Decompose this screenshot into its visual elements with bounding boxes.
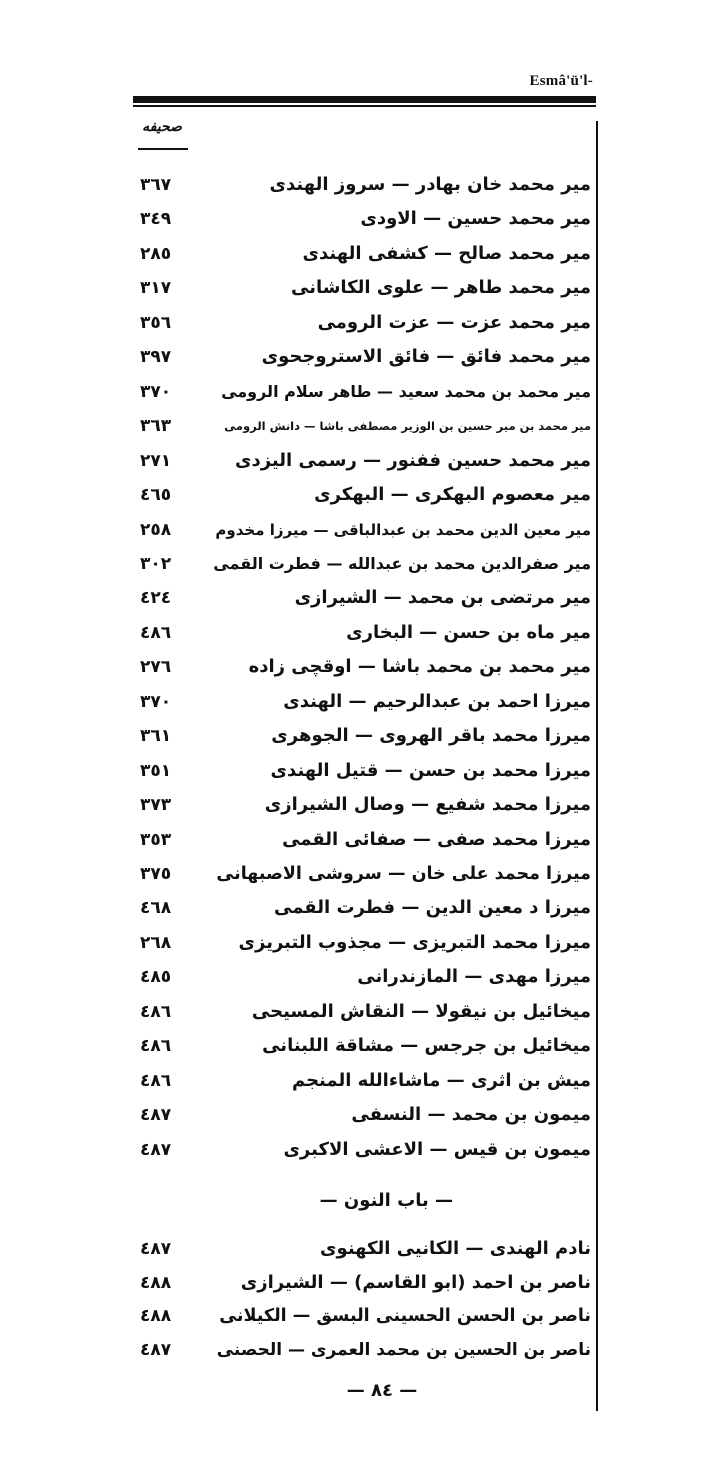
column-header-underline [138,148,188,150]
index-entry [0,650,703,684]
index-entry [0,1133,703,1167]
entry-name: مير محمد بن محمد سعيد — طاهر سلام الرومى [221,381,591,401]
entry-page-number: ٣٥٣ [140,829,172,850]
entry-page-number: ٤٦٥ [140,485,172,506]
index-entry [0,237,703,271]
section-heading [0,1184,703,1218]
entry-name: ميخائيل بن نيقولا — النقاش المسيحى [251,1000,591,1022]
entry-page-number: ٢٧٦ [140,657,172,678]
header-rule-thick [133,96,596,103]
index-entry [0,1299,703,1333]
entry-name: مير صفرالدين محمد بن عبدالله — فطرت القمى [213,553,591,573]
index-entry [0,478,703,512]
entry-name: ميرزا محمد شفيع — وصال الشيرازى [264,794,591,816]
entry-name: مير محمد صالح — كشفى الهندى [302,242,591,264]
entry-page-number: ٤٦٨ [140,898,172,919]
entry-page-number: ٤٨٦ [140,622,172,643]
entry-page-number: ٣١٧ [140,278,172,299]
page-number: — ٨٤ — [346,1380,418,1401]
index-entry [0,616,703,650]
entry-name: مير مرتضى بن محمد — الشيرازى [294,587,591,609]
entry-page-number: ٣٤٩ [140,209,172,230]
index-entry [0,581,703,615]
entry-page-number: ٣٧٣ [140,795,172,816]
entry-page-number: ٤٨٦ [140,1070,172,1091]
entry-page-number: ٣٦١ [140,726,172,747]
running-head: Esmâ'ü'l- [529,73,593,89]
entry-name: ميرزا احمد بن عبدالرحيم — الهندى [283,690,591,712]
entry-page-number: ٣٦٣ [140,416,172,437]
index-entry [0,340,703,374]
index-entry [0,1098,703,1132]
entry-page-number: ٣٥٦ [140,312,172,333]
entry-page-number: ٤٨٦ [140,1036,172,1057]
entry-page-number: ٤٨٦ [140,1001,172,1022]
entry-page-number: ٤٨٧ [140,1105,172,1126]
index-entry [0,444,703,478]
entry-name: ميرزا محمد التبريزى — مجذوب التبريزى [238,931,591,953]
entry-name: مير محمد حسين ففنور — رسمى اليزدى [235,449,591,471]
entry-name: ميرزا محمد على خان — سروشى الاصبهانى [216,864,591,884]
entry-name: مير محمد بن مير حسين بن الوزير مصطفى باشا — دانش الرومى [224,419,591,434]
entry-page-number: ٢٥٨ [140,519,172,540]
index-entry [0,995,703,1029]
header-rule-thin [133,105,596,107]
entry-name: ناصر بن الحسن الحسينى البسق — الكيلانى [219,1306,591,1326]
entry-page-number: ٢٦٨ [140,932,172,953]
page-column-header: صحيفه [142,119,182,135]
index-entry [0,788,703,822]
entry-page-number: ٤٨٨ [140,1272,172,1293]
entry-name: ناصر بن الحسين بن محمد العمرى — الحصنى [216,1339,591,1360]
entry-name: ميمون بن محمد — النسفى [351,1104,591,1126]
index-entry [0,306,703,340]
entry-name: مير محمد حسين — الاودى [360,208,591,230]
entry-page-number: ٣٩٧ [140,347,172,368]
entry-page-number: ٤٨٧ [140,1339,172,1360]
entry-page-number: ٣٧٥ [140,864,172,884]
entry-page-number: ٤٨٥ [140,967,172,988]
index-entry [0,168,703,202]
entry-page-number: ٤٨٧ [140,1239,172,1259]
entry-page-number: ٣٧٠ [140,381,172,402]
index-entry [0,271,703,305]
entry-page-number: ٢٨٥ [140,243,172,264]
index-entry [0,823,703,857]
index-entry [0,1029,703,1063]
index-entry [0,1266,703,1300]
entry-page-number: ٤٨٧ [140,1139,172,1160]
entry-name: مير محمد فائق — فائق الاستروجحوى [261,346,591,368]
entry-page-number: ٣٥١ [140,760,172,781]
index-entry [0,891,703,925]
entry-page-number: ٤٢٤ [140,588,172,609]
entry-name: مير محمد خان بهادر — سروز الهندى [269,174,591,195]
entry-name: ميرزا محمد بن حسن — قتيل الهندى [270,759,591,781]
entry-name: مير معين الدين محمد بن عبدالباقى — ميرزا مخدوم [215,520,591,539]
entry-name: ميرزا محمد باقر الهروى — الجوهرى [271,725,591,747]
entry-name: ميش بن اثرى — ماشاءالله المنجم [291,1069,591,1091]
entry-name: نادم الهندى — الكانيى الكهنوى [320,1238,591,1259]
index-entry [0,547,703,581]
entry-name: ميرزا د معين الدين — فطرت القمى [274,897,591,919]
index-entry [0,1232,703,1266]
index-entry [0,926,703,960]
entry-page-number: ٢٧١ [140,450,172,471]
entry-page-number: ٣٠٢ [140,553,172,574]
entry-page-number: ٣٧٠ [140,691,172,712]
index-entry [0,202,703,236]
section-heading-text: — باب النون — [319,1190,453,1211]
entry-name: مير محمد عزت — عزت الرومى [317,311,591,333]
index-entry [0,513,703,547]
entry-name: ميرزا محمد صفى — صفائى القمى [282,828,591,850]
index-entry [0,685,703,719]
entry-name: مير محمد بن محمد باشا — اوقچى زاده [248,656,591,678]
entry-page-number: ٣٦٧ [140,175,172,195]
entry-page-number: ٤٨٨ [140,1306,172,1326]
index-entry [0,1064,703,1098]
entry-name: مير ماه بن حسن — البخارى [346,621,591,643]
index-entry [0,409,703,443]
entry-name: ميخائيل بن جرجس — مشاقة اللبنانى [262,1035,591,1057]
entry-name: مير معصوم البهكرى — البهكرى [314,484,591,506]
entry-name: ميرزا مهدى — المازندرانى [357,966,591,988]
index-entry [0,1333,703,1367]
index-entry [0,960,703,994]
index-entry [0,719,703,753]
entry-name: ناصر بن احمد (ابو القاسم) — الشيرازى [240,1271,591,1293]
index-entry [0,857,703,891]
entry-name: مير محمد طاهر — علوى الكاشانى [290,277,591,299]
entry-name: ميمون بن قيس — الاعشى الاكبرى [283,1138,591,1160]
index-entry [0,375,703,409]
index-entry [0,754,703,788]
